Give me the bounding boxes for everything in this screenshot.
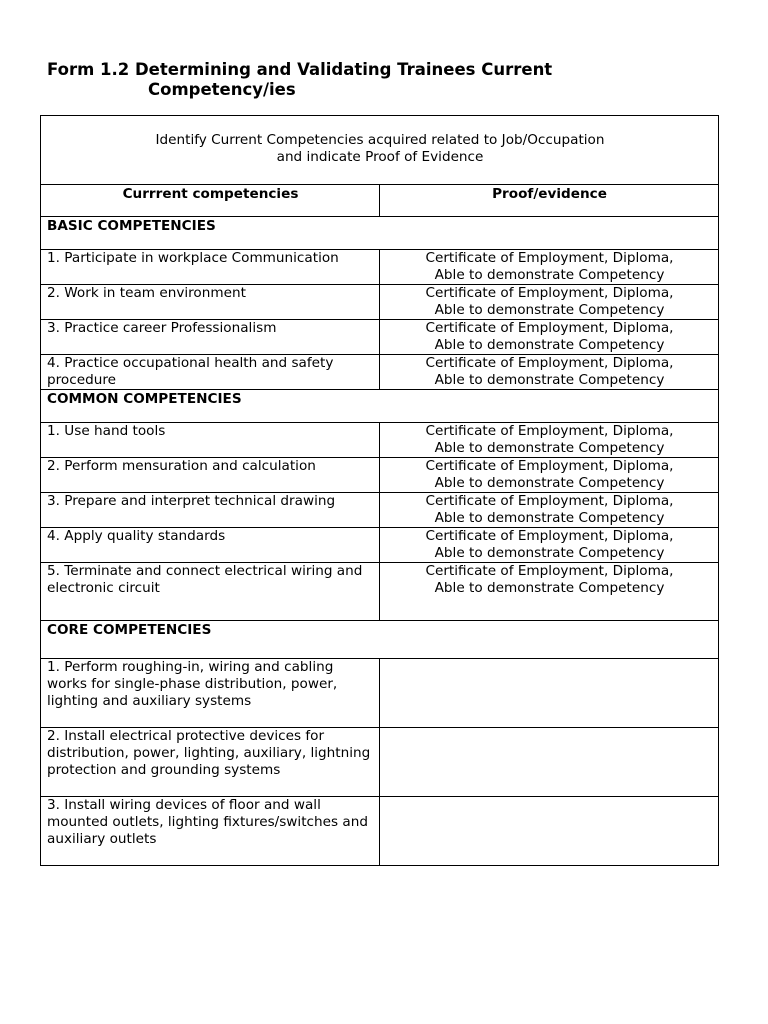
proof-cell: Certificate of Employment, Diploma, Able to demonstrate Competency bbox=[380, 423, 719, 458]
column-header-proof: Proof/evidence bbox=[380, 185, 719, 217]
section-title-basic: BASIC COMPETENCIES bbox=[41, 217, 719, 250]
table-row bbox=[41, 458, 719, 493]
section-row-common bbox=[41, 390, 719, 423]
intro-line-2: and indicate Proof of Evidence bbox=[276, 149, 484, 165]
table-row bbox=[41, 563, 719, 621]
form-title-line-1: Form 1.2 Determining and Validating Trainees Current bbox=[47, 60, 553, 79]
table-row bbox=[41, 250, 719, 285]
intro-row bbox=[41, 116, 719, 185]
table-row bbox=[41, 423, 719, 458]
section-title-core: CORE COMPETENCIES bbox=[41, 621, 719, 659]
competency-cell: 1. Use hand tools bbox=[41, 423, 380, 458]
table-row bbox=[41, 355, 719, 390]
column-header-competencies: Currrent competencies bbox=[41, 185, 380, 217]
competency-cell: 4. Apply quality standards bbox=[41, 528, 380, 563]
table-row bbox=[41, 285, 719, 320]
column-header-row bbox=[41, 185, 719, 217]
competency-cell: 2. Work in team environment bbox=[41, 285, 380, 320]
proof-cell: Certificate of Employment, Diploma, Able to demonstrate Competency bbox=[380, 528, 719, 563]
section-row-basic bbox=[41, 217, 719, 250]
table-row bbox=[41, 659, 719, 728]
proof-cell-empty bbox=[380, 728, 719, 797]
proof-cell: Certificate of Employment, Diploma, Able to demonstrate Competency bbox=[380, 355, 719, 390]
intro-line-1: Identify Current Competencies acquired related to Job/Occupation bbox=[155, 132, 605, 148]
proof-cell: Certificate of Employment, Diploma, Able to demonstrate Competency bbox=[380, 320, 719, 355]
proof-cell: Certificate of Employment, Diploma, Able to demonstrate Competency bbox=[380, 285, 719, 320]
section-title-common: COMMON COMPETENCIES bbox=[41, 390, 719, 423]
competency-table bbox=[40, 115, 719, 866]
proof-cell: Certificate of Employment, Diploma, Able to demonstrate Competency bbox=[380, 250, 719, 285]
competency-cell: 3. Install wiring devices of floor and wall mounted outlets, lighting fixtures/switches and auxiliary outlets bbox=[41, 797, 380, 866]
competency-cell: 1. Perform roughing-in, wiring and cabling works for single-phase distribution, power, lighting and auxiliary systems bbox=[41, 659, 380, 728]
competency-cell: 3. Practice career Professionalism bbox=[41, 320, 380, 355]
competency-cell: 2. Install electrical protective devices for distribution, power, lighting, auxiliary, lightning protection and grounding systems bbox=[41, 728, 380, 797]
competency-cell: 4. Practice occupational health and safety procedure bbox=[41, 355, 380, 390]
table-row bbox=[41, 728, 719, 797]
proof-cell-empty bbox=[380, 659, 719, 728]
proof-cell-empty bbox=[380, 797, 719, 866]
table-row bbox=[41, 797, 719, 866]
competency-cell: 1. Participate in workplace Communication bbox=[41, 250, 380, 285]
form-title-line-2: Competency/ies bbox=[148, 80, 296, 99]
competency-cell: 5. Terminate and connect electrical wiring and electronic circuit bbox=[41, 563, 380, 621]
competency-cell: 2. Perform mensuration and calculation bbox=[41, 458, 380, 493]
proof-cell: Certificate of Employment, Diploma, Able to demonstrate Competency bbox=[380, 493, 719, 528]
section-row-core bbox=[41, 621, 719, 659]
proof-cell: Certificate of Employment, Diploma, Able to demonstrate Competency bbox=[380, 563, 719, 621]
intro-cell bbox=[41, 116, 719, 185]
proof-cell: Certificate of Employment, Diploma, Able to demonstrate Competency bbox=[380, 458, 719, 493]
table-row bbox=[41, 320, 719, 355]
form-title bbox=[47, 60, 552, 100]
competency-cell: 3. Prepare and interpret technical drawing bbox=[41, 493, 380, 528]
table-row bbox=[41, 528, 719, 563]
table-row bbox=[41, 493, 719, 528]
